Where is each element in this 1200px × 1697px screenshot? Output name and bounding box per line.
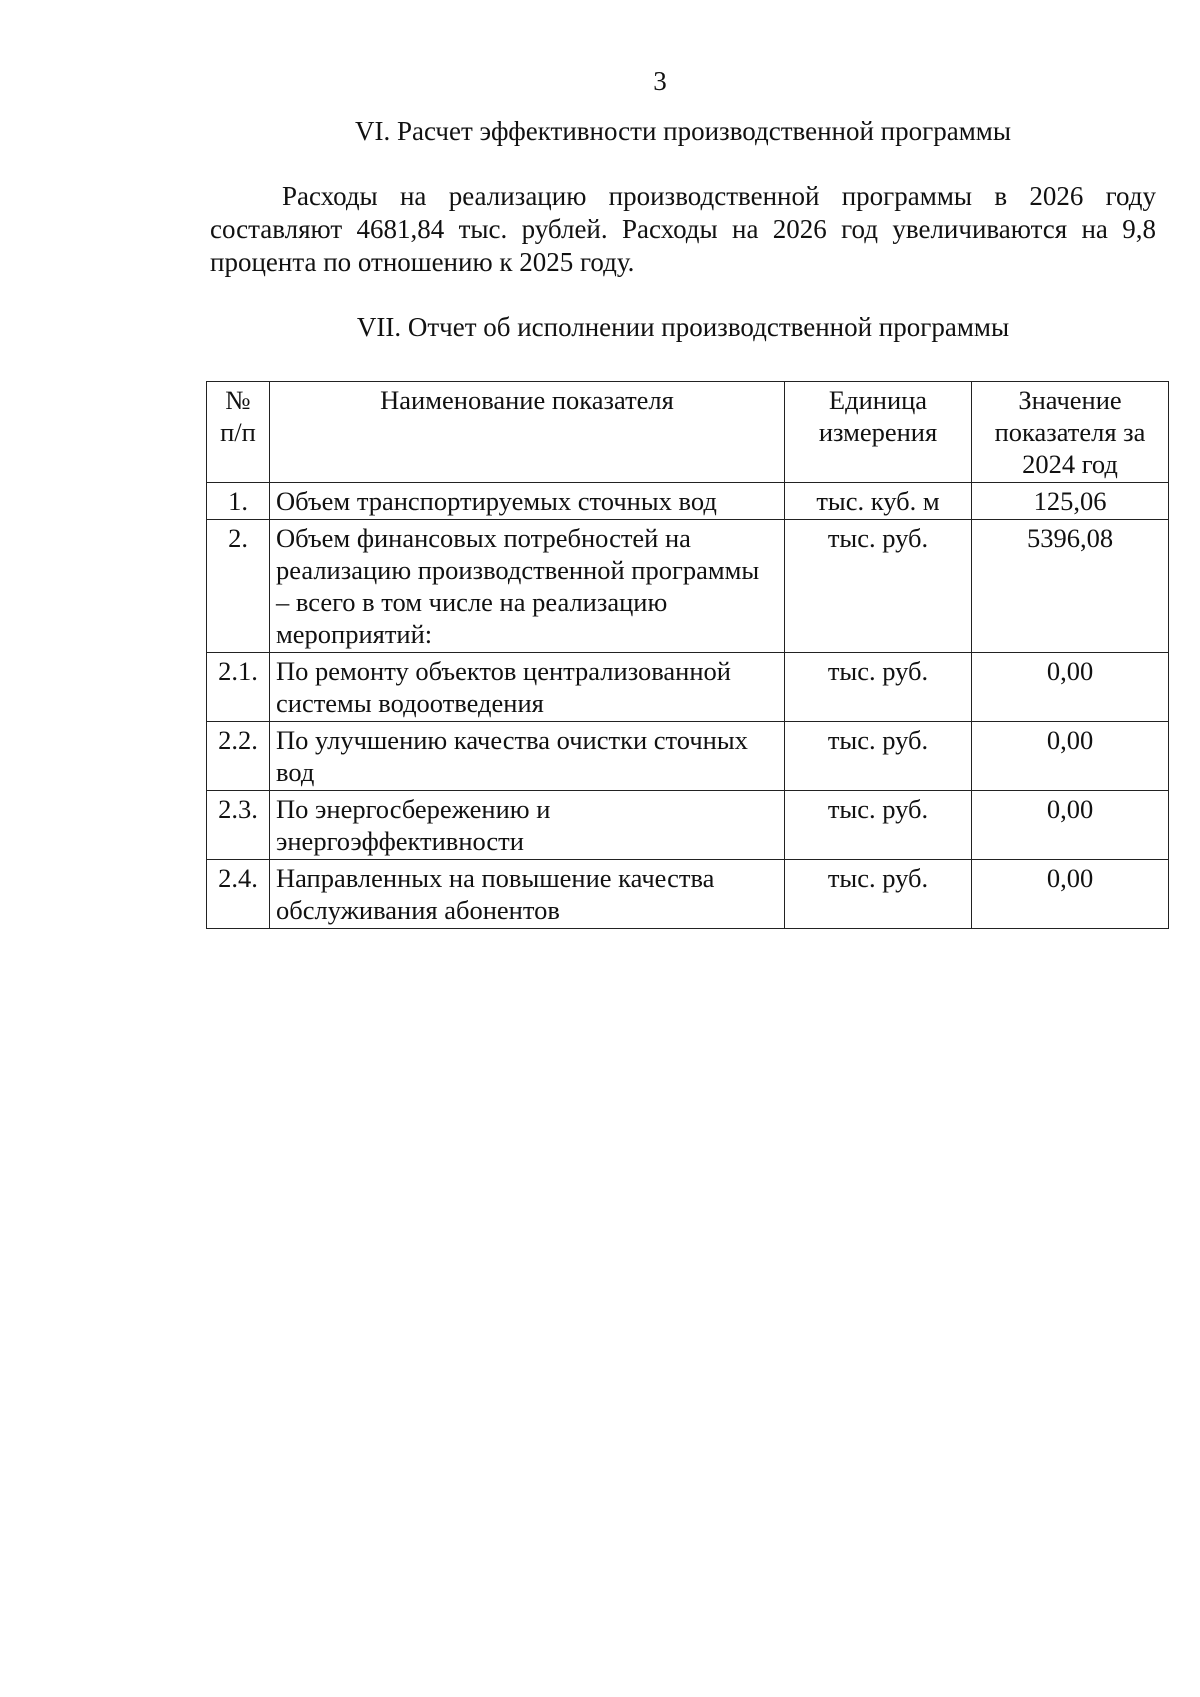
row-name: Объем финансовых потребностей на реализацию производственной программы – всего в том числе на реализацию мероприятий: <box>270 520 785 653</box>
row-name: Направленных на повышение качества обслуживания абонентов <box>270 860 785 929</box>
row-unit: тыс. руб. <box>785 860 972 929</box>
table-row <box>207 653 1169 722</box>
section-vi-paragraph: Расходы на реализацию производственной программы в 2026 году составляют 4681,84 тыс. рублей. Расходы на 2026 год увеличиваются на 9,8 процента по отношению к 2025 году. <box>210 181 1156 277</box>
table-row <box>207 722 1169 791</box>
row-value: 125,06 <box>972 483 1169 520</box>
row-unit: тыс. руб. <box>785 520 972 653</box>
row-value: 0,00 <box>972 653 1169 722</box>
header-name: Наименование показателя <box>270 382 785 483</box>
section-vii-title: VII. Отчет об исполнении производственной программы <box>356 312 1010 342</box>
header-value: Значение показателя за 2024 год <box>972 382 1169 483</box>
row-unit: тыс. руб. <box>785 653 972 722</box>
row-num: 2.3. <box>207 791 270 860</box>
row-unit: тыс. куб. м <box>785 483 972 520</box>
header-unit: Единица измерения <box>785 382 972 483</box>
table-row <box>207 520 1169 653</box>
page-number: 3 <box>653 66 667 96</box>
row-num: 2.4. <box>207 860 270 929</box>
row-value: 0,00 <box>972 791 1169 860</box>
row-value: 5396,08 <box>972 520 1169 653</box>
table-row <box>207 860 1169 929</box>
row-value: 0,00 <box>972 860 1169 929</box>
header-num: № п/п <box>207 382 270 483</box>
row-name: По энергосбережению и энергоэффективности <box>270 791 785 860</box>
row-name: По улучшению качества очистки сточных вод <box>270 722 785 791</box>
table-row <box>207 791 1169 860</box>
row-unit: тыс. руб. <box>785 791 972 860</box>
row-value: 0,00 <box>972 722 1169 791</box>
row-num: 2.1. <box>207 653 270 722</box>
table-row <box>207 483 1169 520</box>
row-num: 1. <box>207 483 270 520</box>
row-num: 2. <box>207 520 270 653</box>
row-unit: тыс. руб. <box>785 722 972 791</box>
row-name: Объем транспортируемых сточных вод <box>270 483 785 520</box>
row-name: По ремонту объектов централизованной системы водоотведения <box>270 653 785 722</box>
row-num: 2.2. <box>207 722 270 791</box>
section-vi-title: VI. Расчет эффективности производственной программы <box>354 116 1011 146</box>
report-table <box>206 381 1169 929</box>
table-header-row <box>207 382 1169 483</box>
